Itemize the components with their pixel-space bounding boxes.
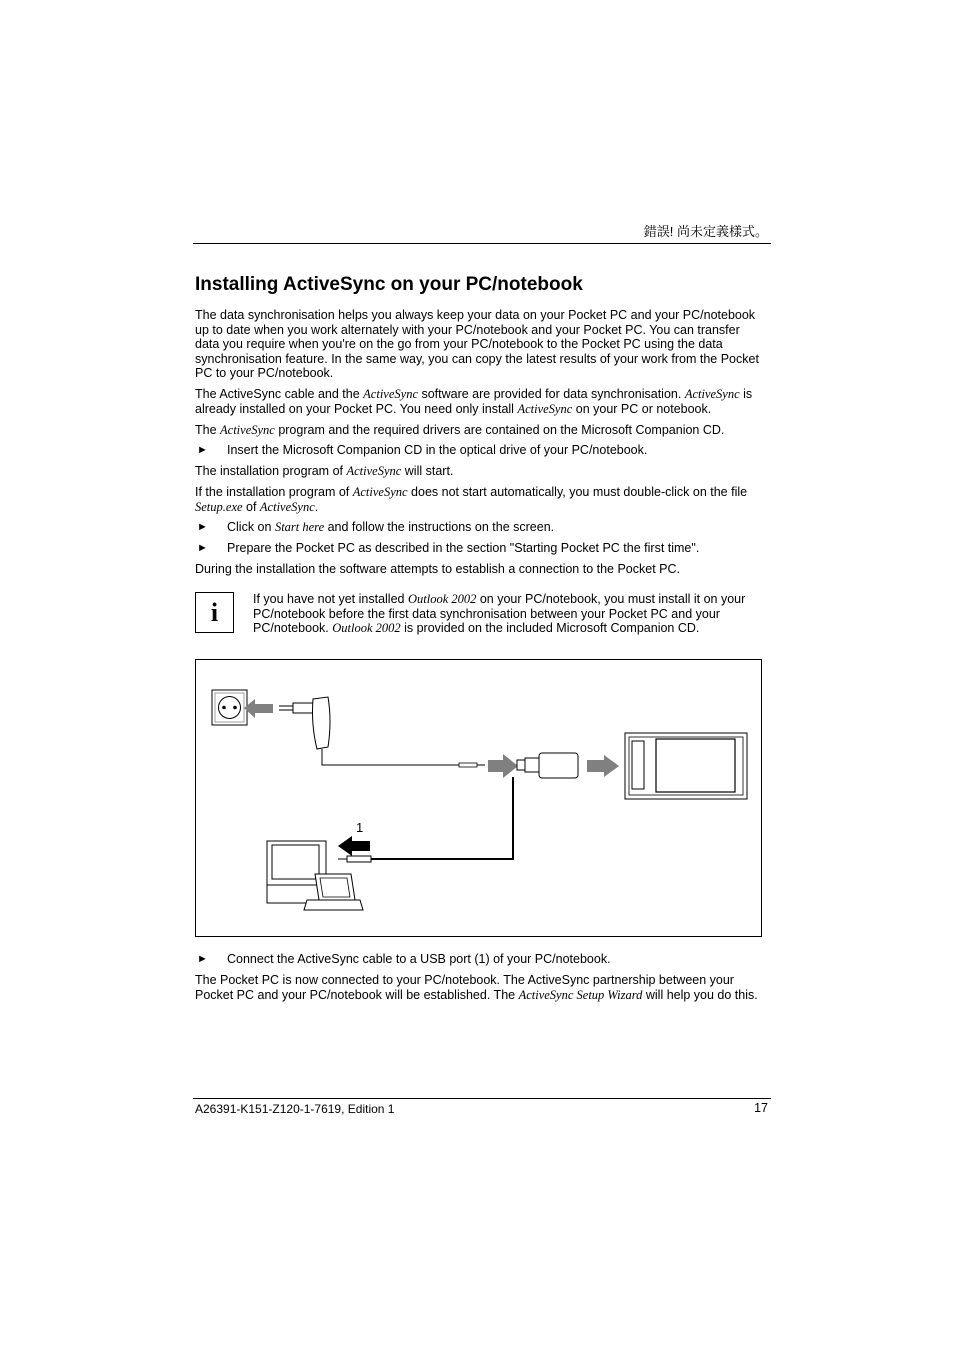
bullet-arrow-icon: ► bbox=[197, 953, 208, 965]
adapter-plug bbox=[459, 763, 477, 767]
wall-socket-icon bbox=[212, 690, 247, 725]
manual-page: 錯誤! 尚未定義樣式。 Installing ActiveSync on your PC/notebook The data synchronisation helps you always keep your data on your Pocket PC and your PC/notebook up to date when you work alternately with your PC/notebook and your Pocket PC. You can transfer data you require when you're on the go from your PC/notebook to the Pocket PC using the data synchronisation feature. In the same way, you can copy the latest results of your work from the Pocket PC to your PC/notebook. The ActiveSync cable and the ActiveSync software are provided for data synchronisation. ActiveSync is already installed on your Pocket PC. You need only install ActiveSync on your PC or notebook. The ActiveSync program and the required drivers are contained on the Microsoft Companion CD. ► Insert the Microsoft Companion CD in the optical drive of your PC/notebook. The installation program of ActiveSync will start. If the installation program of ActiveSync does not start automatically, you must double-click on the file Setup.exe of ActiveSync. ► Click on Start here and follow the instructions on the screen. ► Prepare the Pocket PC as described in the section "Starting Pocket PC the first time". During the installation the software attempts to establish a connection to the Pocket PC. i If you have not yet installed Outlook 2002 on your PC/notebook, you must install it on your PC/notebook before the first data synchronisation between your Pocket PC and your PC/notebook. Outlook 2002 is provided on the included Microsoft Companion CD. 1 ► Connect the ActiveSync cable to a USB port (1) of your PC/notebook. The Pocket PC is now connected to your PC/notebook. The ActiveSync partnership between your Pocket PC and your PC/notebook will be established. The ActiveSync Setup Wizard will help you do this. A26391-K151-Z120-1-7619, Edition 1 17 bbox=[0, 0, 954, 1351]
usb-cable bbox=[371, 777, 513, 859]
paragraph-during-install: During the installation the software attempts to establish a connection to the Pocket PC. bbox=[195, 562, 680, 576]
callout-number: 1 bbox=[356, 820, 364, 835]
arrow-to-usb-port-icon bbox=[338, 836, 370, 856]
paragraph-intro: The data synchronisation helps you always keep your data on your Pocket PC and your PC/notebook up to date when you work alternately with your PC/notebook and your Pocket PC. You can transfer data you require when you're on the go from your PC/notebook to the Pocket PC using the data synchronisation feature. In the same way, you can copy the latest results of your work from the Pocket PC to your PC/notebook. bbox=[195, 308, 759, 380]
info-note: If you have not yet installed Outlook 2002 on your PC/notebook, you must install it on your PC/notebook before the first data synchronisation between your Pocket PC and your PC/notebook. Outlook 2002 is provided on the included Microsoft Companion CD. bbox=[253, 592, 746, 635]
arrow-to-cradle-icon bbox=[587, 755, 619, 777]
paragraph-partnership: The Pocket PC is now connected to your PC/notebook. The ActiveSync partnership between your Pocket PC and your PC/notebook will be established. The ActiveSync Setup Wizard will help you do this. bbox=[195, 973, 758, 1002]
section-title: Installing ActiveSync on your PC/notebook bbox=[195, 274, 583, 295]
power-adapter-icon bbox=[279, 697, 330, 749]
desktop-pc-icon bbox=[267, 841, 326, 903]
paragraph-activesync-cable: The ActiveSync cable and the ActiveSync software are provided for data synchronisation. ActiveSync is already installed on your Pocket PC. You need only install ActiveSync on your PC or notebook. bbox=[195, 387, 753, 416]
header-rule bbox=[193, 243, 771, 244]
paragraph-install-start: The installation program of ActiveSync will start. bbox=[195, 464, 454, 478]
footer-rule bbox=[193, 1098, 771, 1099]
arrow-to-socket-icon bbox=[244, 699, 273, 718]
page-number: 17 bbox=[754, 1101, 768, 1115]
bullet-arrow-icon: ► bbox=[197, 444, 208, 456]
adapter-cable bbox=[322, 749, 459, 765]
activesync-connector-icon bbox=[517, 753, 578, 778]
paragraph-companion-cd: The ActiveSync program and the required drivers are contained on the Microsoft Companion CD. bbox=[195, 423, 725, 437]
pocket-pc-cradle-icon bbox=[625, 733, 747, 799]
arrow-to-connector-icon bbox=[488, 754, 518, 778]
paragraph-setup-exe: If the installation program of ActiveSync does not start automatically, you must double-click on the file Setup.exe of ActiveSync. bbox=[195, 485, 748, 514]
running-header: 錯誤! 尚未定義樣式。 bbox=[643, 224, 768, 239]
connection-diagram bbox=[195, 659, 762, 937]
document-id: A26391-K151-Z120-1-7619, Edition 1 bbox=[195, 1102, 395, 1116]
usb-plug bbox=[347, 856, 371, 862]
info-icon: i bbox=[195, 592, 234, 633]
bullet-arrow-icon: ► bbox=[197, 542, 208, 554]
bullet-arrow-icon: ► bbox=[197, 521, 208, 533]
